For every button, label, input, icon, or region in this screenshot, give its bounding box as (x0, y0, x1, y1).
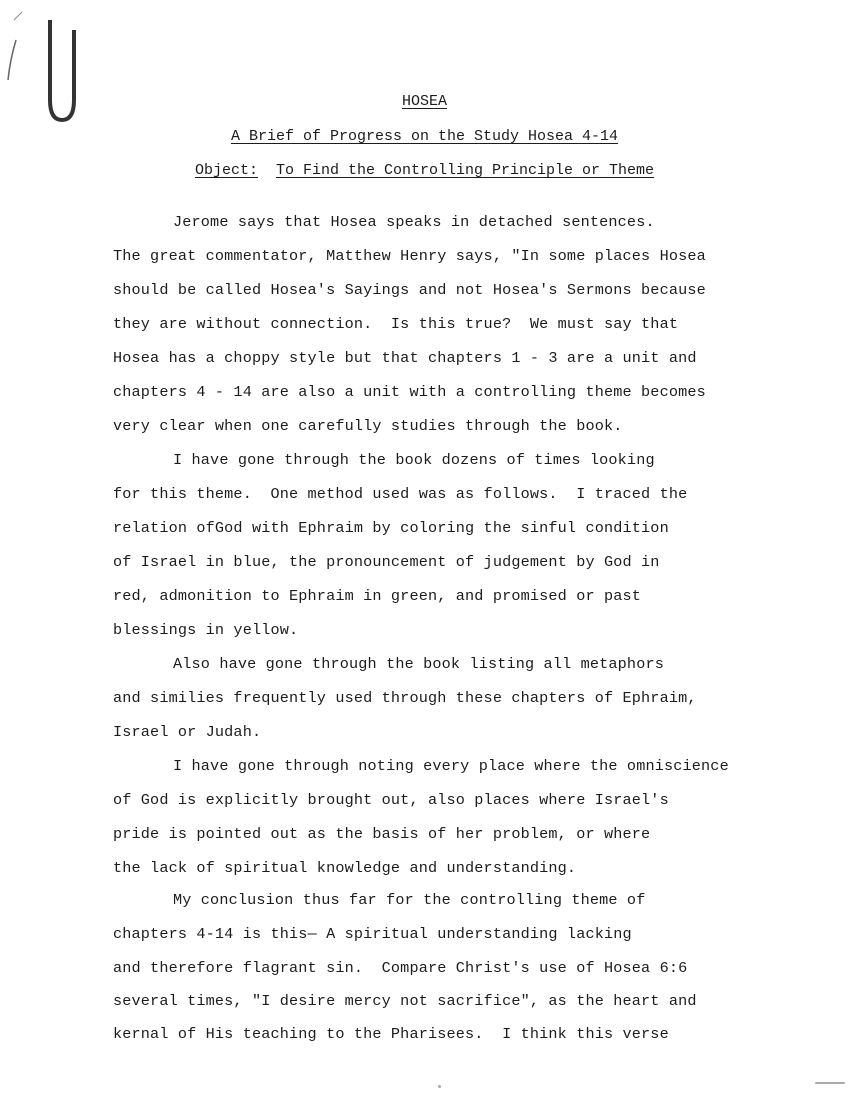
body-line: the lack of spiritual knowledge and understanding. (113, 859, 577, 877)
body-line: red, admonition to Ephraim in green, and promised or past (113, 587, 642, 605)
body-line: Hosea has a choppy style but that chapters 1 - 3 are a unit and (113, 349, 697, 367)
body-line: pride is pointed out as the basis of her problem, or where (113, 825, 651, 843)
object-text: To Find the Controlling Principle or Theme (275, 162, 655, 179)
body-line: Jerome says that Hosea speaks in detached sentences. (173, 213, 655, 231)
paper-speck (438, 1085, 441, 1088)
paper-speck (815, 1082, 845, 1084)
body-line: kernal of His teaching to the Pharisees. I think this verse (113, 1025, 669, 1043)
document-title: HOSEA (401, 93, 447, 110)
body-line: chapters 4-14 is this— A spiritual understanding lacking (113, 925, 632, 943)
body-line: relation ofGod with Ephraim by coloring the sinful condition (113, 519, 669, 537)
body-line: Also have gone through the book listing all metaphors (173, 655, 664, 673)
body-line: The great commentator, Matthew Henry says, "In some places Hosea (113, 247, 706, 265)
body-line: of God is explicitly brought out, also places where Israel's (113, 791, 669, 809)
body-line: Israel or Judah. (113, 723, 262, 741)
body-line: chapters 4 - 14 are also a unit with a controlling theme becomes (113, 383, 706, 401)
object-line (0, 162, 849, 179)
body-line: I have gone through the book dozens of times looking (173, 451, 655, 469)
body-line: they are without connection. Is this true? We must say that (113, 315, 679, 333)
body-line: should be called Hosea's Sayings and not Hosea's Sermons because (113, 281, 706, 299)
body-line: blessings in yellow. (113, 621, 299, 639)
body-line: for this theme. One method used was as follows. I traced the (113, 485, 688, 503)
body-line: of Israel in blue, the pronouncement of judgement by God in (113, 553, 660, 571)
body-line: several times, "I desire mercy not sacrifice", as the heart and (113, 992, 697, 1010)
body-line: I have gone through noting every place where the omniscience (173, 757, 729, 775)
paper-clip-mark (6, 0, 86, 130)
body-line: My conclusion thus far for the controlling theme of (173, 891, 646, 909)
object-label: Object: (194, 162, 258, 179)
body-line: and therefore flagrant sin. Compare Christ's use of Hosea 6:6 (113, 959, 688, 977)
document-subtitle: A Brief of Progress on the Study Hosea 4-14 (230, 128, 619, 145)
body-line: and similies frequently used through these chapters of Ephraim, (113, 689, 697, 707)
body-line: very clear when one carefully studies through the book. (113, 417, 623, 435)
